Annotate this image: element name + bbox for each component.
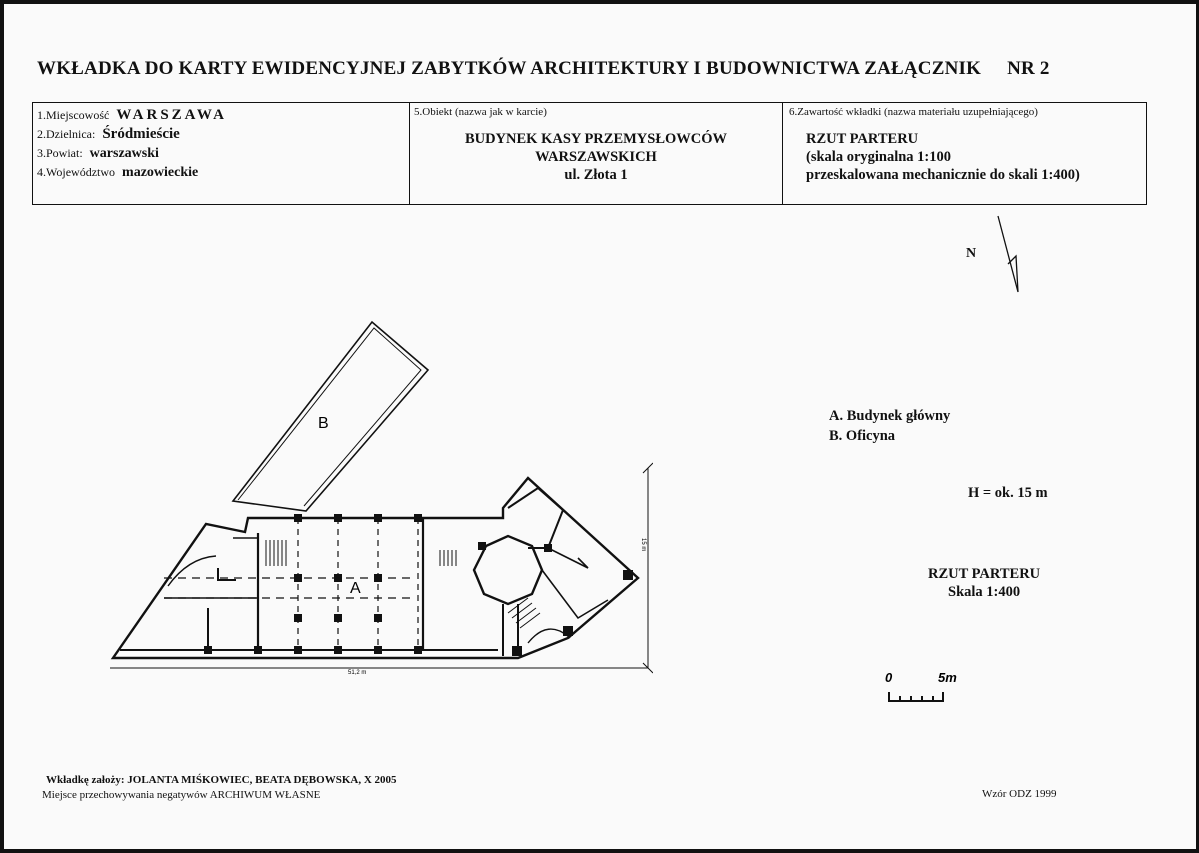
floor-plan	[108, 318, 653, 680]
footer-authors: Wkładkę założy: JOLANTA MIŚKOWIEC, BEATA DĘBOWSKA, X 2005	[46, 774, 397, 786]
scan-edge-bottom	[0, 849, 1199, 853]
object-cell	[410, 103, 783, 204]
object-line-2: WARSZAWSKICH	[535, 149, 657, 165]
content-line-3: przeskalowana mechanicznie do skali 1:400)	[806, 167, 1080, 183]
building-height: H = ok. 15 m	[968, 485, 1048, 501]
plan-label-a: A	[350, 580, 361, 597]
plan-title-line-2: Skala 1:400	[948, 584, 1021, 600]
wojewodztwo-label: 4.Województwo	[37, 165, 116, 179]
object-heading: 5.Obiekt (nazwa jak w karcie)	[414, 106, 547, 118]
wojewodztwo-row	[37, 163, 405, 182]
plan-dimension-label: 51,2 m	[348, 670, 367, 676]
legend-item-b: B. Oficyna	[829, 428, 896, 444]
dzielnica-label: 2.Dzielnica:	[37, 127, 96, 141]
object-line-3: ul. Złota 1	[564, 167, 628, 183]
miejscowosc-row	[37, 106, 405, 125]
plan-title-line-1: RZUT PARTERU	[928, 566, 1041, 582]
north-arrow-icon	[990, 214, 1030, 296]
powiat-value: warszawski	[89, 146, 159, 161]
north-label: N	[966, 246, 977, 261]
object-name	[414, 130, 778, 184]
legend-item-a: A. Budynek główny	[829, 408, 951, 424]
legend	[829, 406, 950, 446]
wojewodztwo-value: mazowieckie	[122, 165, 199, 180]
location-cell	[33, 103, 410, 204]
plan-title	[928, 565, 1040, 601]
scale-bar-zero-label: 0	[885, 670, 893, 685]
footer-form-code: Wzór ODZ 1999	[982, 788, 1057, 800]
document-title-number: NR 2	[1007, 58, 1050, 79]
document-title	[37, 58, 1157, 80]
document-title-main: WKŁADKA DO KARTY EWIDENCYJNEJ ZABYTKÓW ARCHITEKTURY I BUDOWNICTWA ZAŁĄCZNIK	[37, 58, 982, 79]
object-line-1: BUDYNEK KASY PRZEMYSŁOWCÓW	[464, 131, 728, 147]
content-line-1: RZUT PARTERU	[806, 131, 919, 147]
miejscowosc-label: 1.Miejscowość	[37, 108, 110, 122]
dzielnica-value: Śródmieście	[102, 126, 180, 142]
footer-negatives-location: Miejsce przechowywania negatywów ARCHIWUM WŁASNE	[42, 789, 321, 801]
content-cell	[783, 103, 1146, 204]
content-line-2: (skala oryginalna 1:100	[806, 149, 952, 165]
powiat-row	[37, 144, 405, 163]
dzielnica-row	[37, 125, 405, 144]
scale-bar-five-label: 5m	[938, 670, 957, 685]
content-heading: 6.Zawartość wkładki (nazwa materiału uzupełniającego)	[789, 106, 1038, 118]
plan-label-b: B	[318, 415, 329, 432]
plan-height-dimension-label: 15 m	[640, 538, 646, 552]
scan-edge-top	[0, 0, 1199, 4]
scan-edge-left	[0, 0, 4, 853]
powiat-label: 3.Powiat:	[37, 146, 83, 160]
miejscowosc-value: WARSZAWA	[116, 107, 228, 123]
content-description	[806, 130, 1140, 184]
scale-bar	[884, 668, 964, 708]
scale-bar-ticks	[889, 692, 943, 701]
info-table	[32, 102, 1147, 205]
